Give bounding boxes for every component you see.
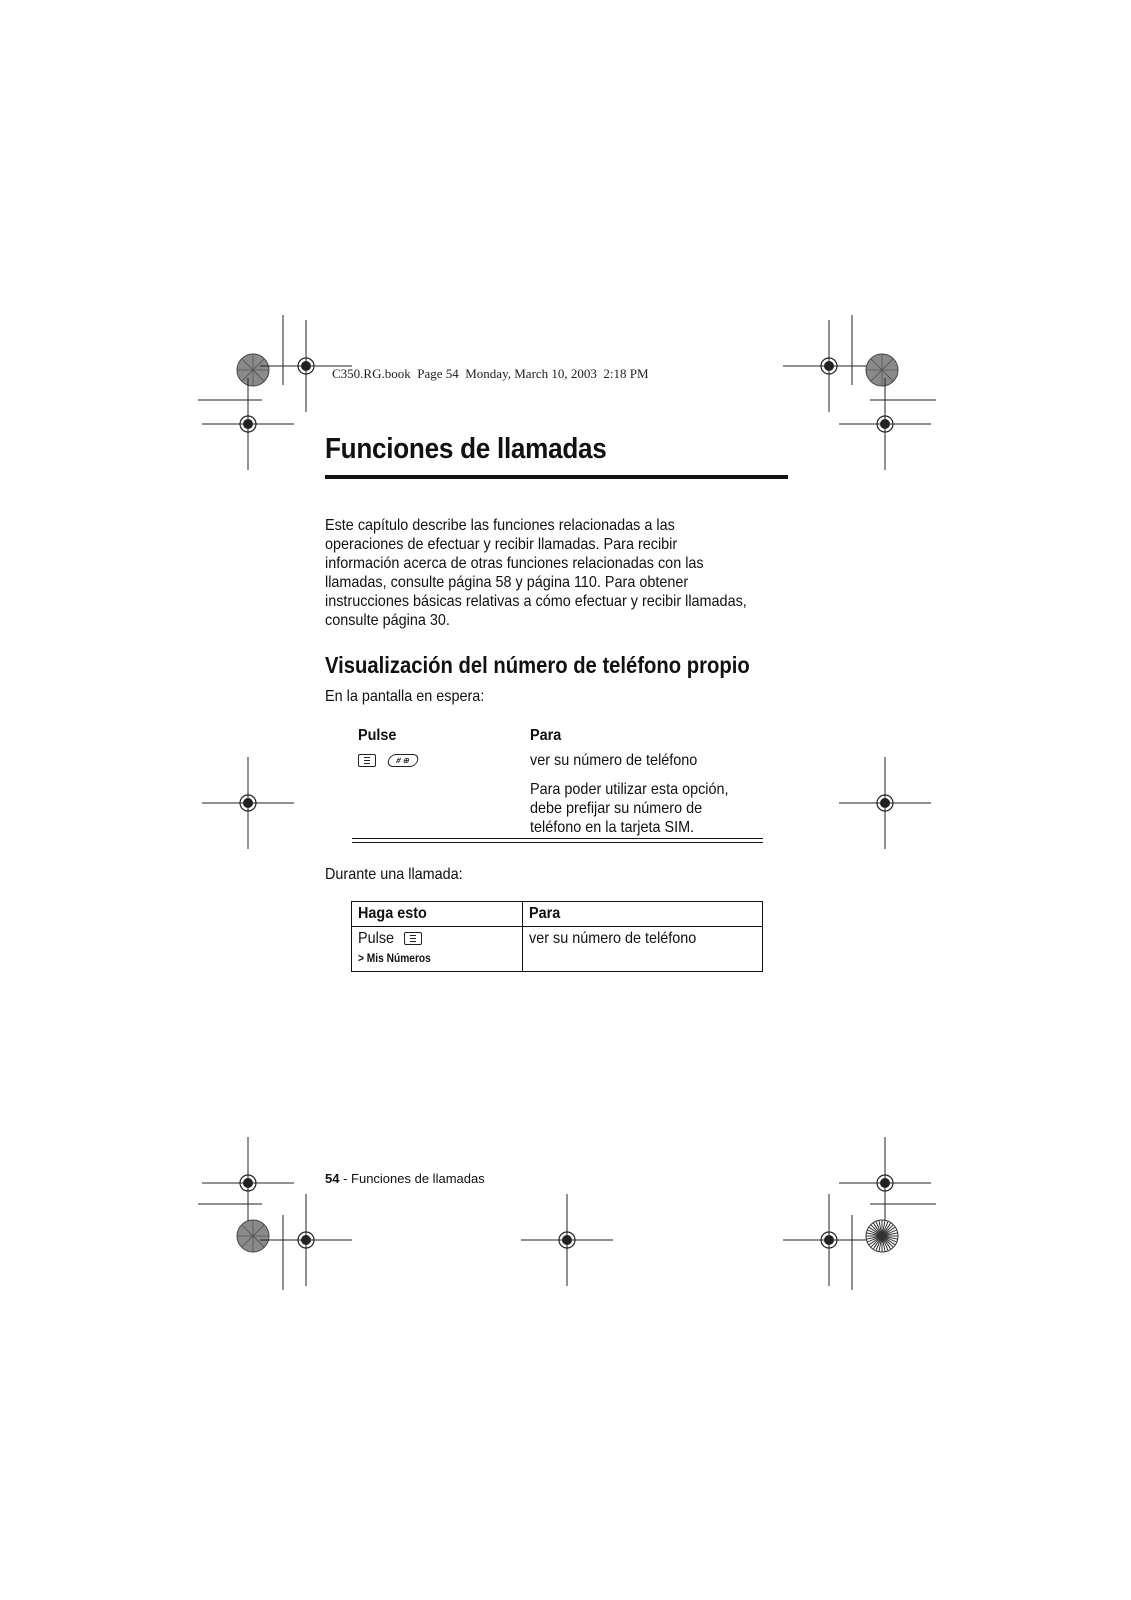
table1-rule-bottom [352, 842, 763, 843]
table1-keys [358, 752, 418, 770]
book-header-line: C350.RG.book Page 54 Monday, March 10, 2003 2:18 PM [332, 366, 649, 381]
lead-idle-screen: En la pantalla en espera: [325, 688, 485, 705]
hash-key-icon: # ⊕ [387, 754, 420, 767]
table2-header-haga-esto: Haga esto [358, 905, 427, 922]
page-number: 54 [325, 1171, 340, 1186]
lead-during-call: Durante una llamada: [325, 866, 463, 883]
table2 [351, 901, 763, 972]
intro-line: llamadas, consulte página 58 y página 110. Para obtener [325, 574, 689, 591]
table1-rule-top [352, 838, 763, 839]
table1-note-line: Para poder utilizar esta opción, [530, 781, 729, 798]
page-footer [325, 1171, 485, 1186]
intro-paragraph [325, 516, 795, 630]
table2-result: ver su número de teléfono [529, 930, 697, 947]
table2-pulse-label: Pulse [358, 930, 395, 947]
table1-note [530, 780, 751, 837]
table1-header-para: Para [530, 727, 562, 744]
title-rule [325, 475, 788, 479]
table1-header-pulse: Pulse [358, 727, 397, 744]
table2-header-divider [352, 926, 762, 927]
intro-line: consulte página 30. [325, 612, 450, 629]
footer-chapter-label: - Funciones de llamadas [339, 1171, 485, 1186]
table2-column-divider [522, 902, 523, 971]
table2-menu-path: > Mis Números [358, 951, 431, 965]
intro-line: Este capítulo describe las funciones relacionadas a las [325, 517, 675, 534]
intro-line: información acerca de otras funciones relacionadas con las [325, 555, 704, 572]
table1-result: ver su número de teléfono [530, 752, 698, 769]
chapter-title: Funciones de llamadas [325, 433, 607, 465]
intro-line: instrucciones básicas relativas a cómo efectuar y recibir llamadas, [325, 593, 747, 610]
table1-note-line: debe prefijar su número de [530, 800, 703, 817]
table1-note-line: teléfono en la tarjeta SIM. [530, 819, 695, 836]
intro-line: operaciones de efectuar y recibir llamadas. Para recibir [325, 536, 678, 553]
table2-header-para: Para [529, 905, 561, 922]
menu-key-icon [358, 754, 376, 767]
menu-key-icon [404, 932, 422, 945]
table2-action [358, 930, 422, 948]
section-heading: Visualización del número de teléfono propio [325, 652, 750, 678]
